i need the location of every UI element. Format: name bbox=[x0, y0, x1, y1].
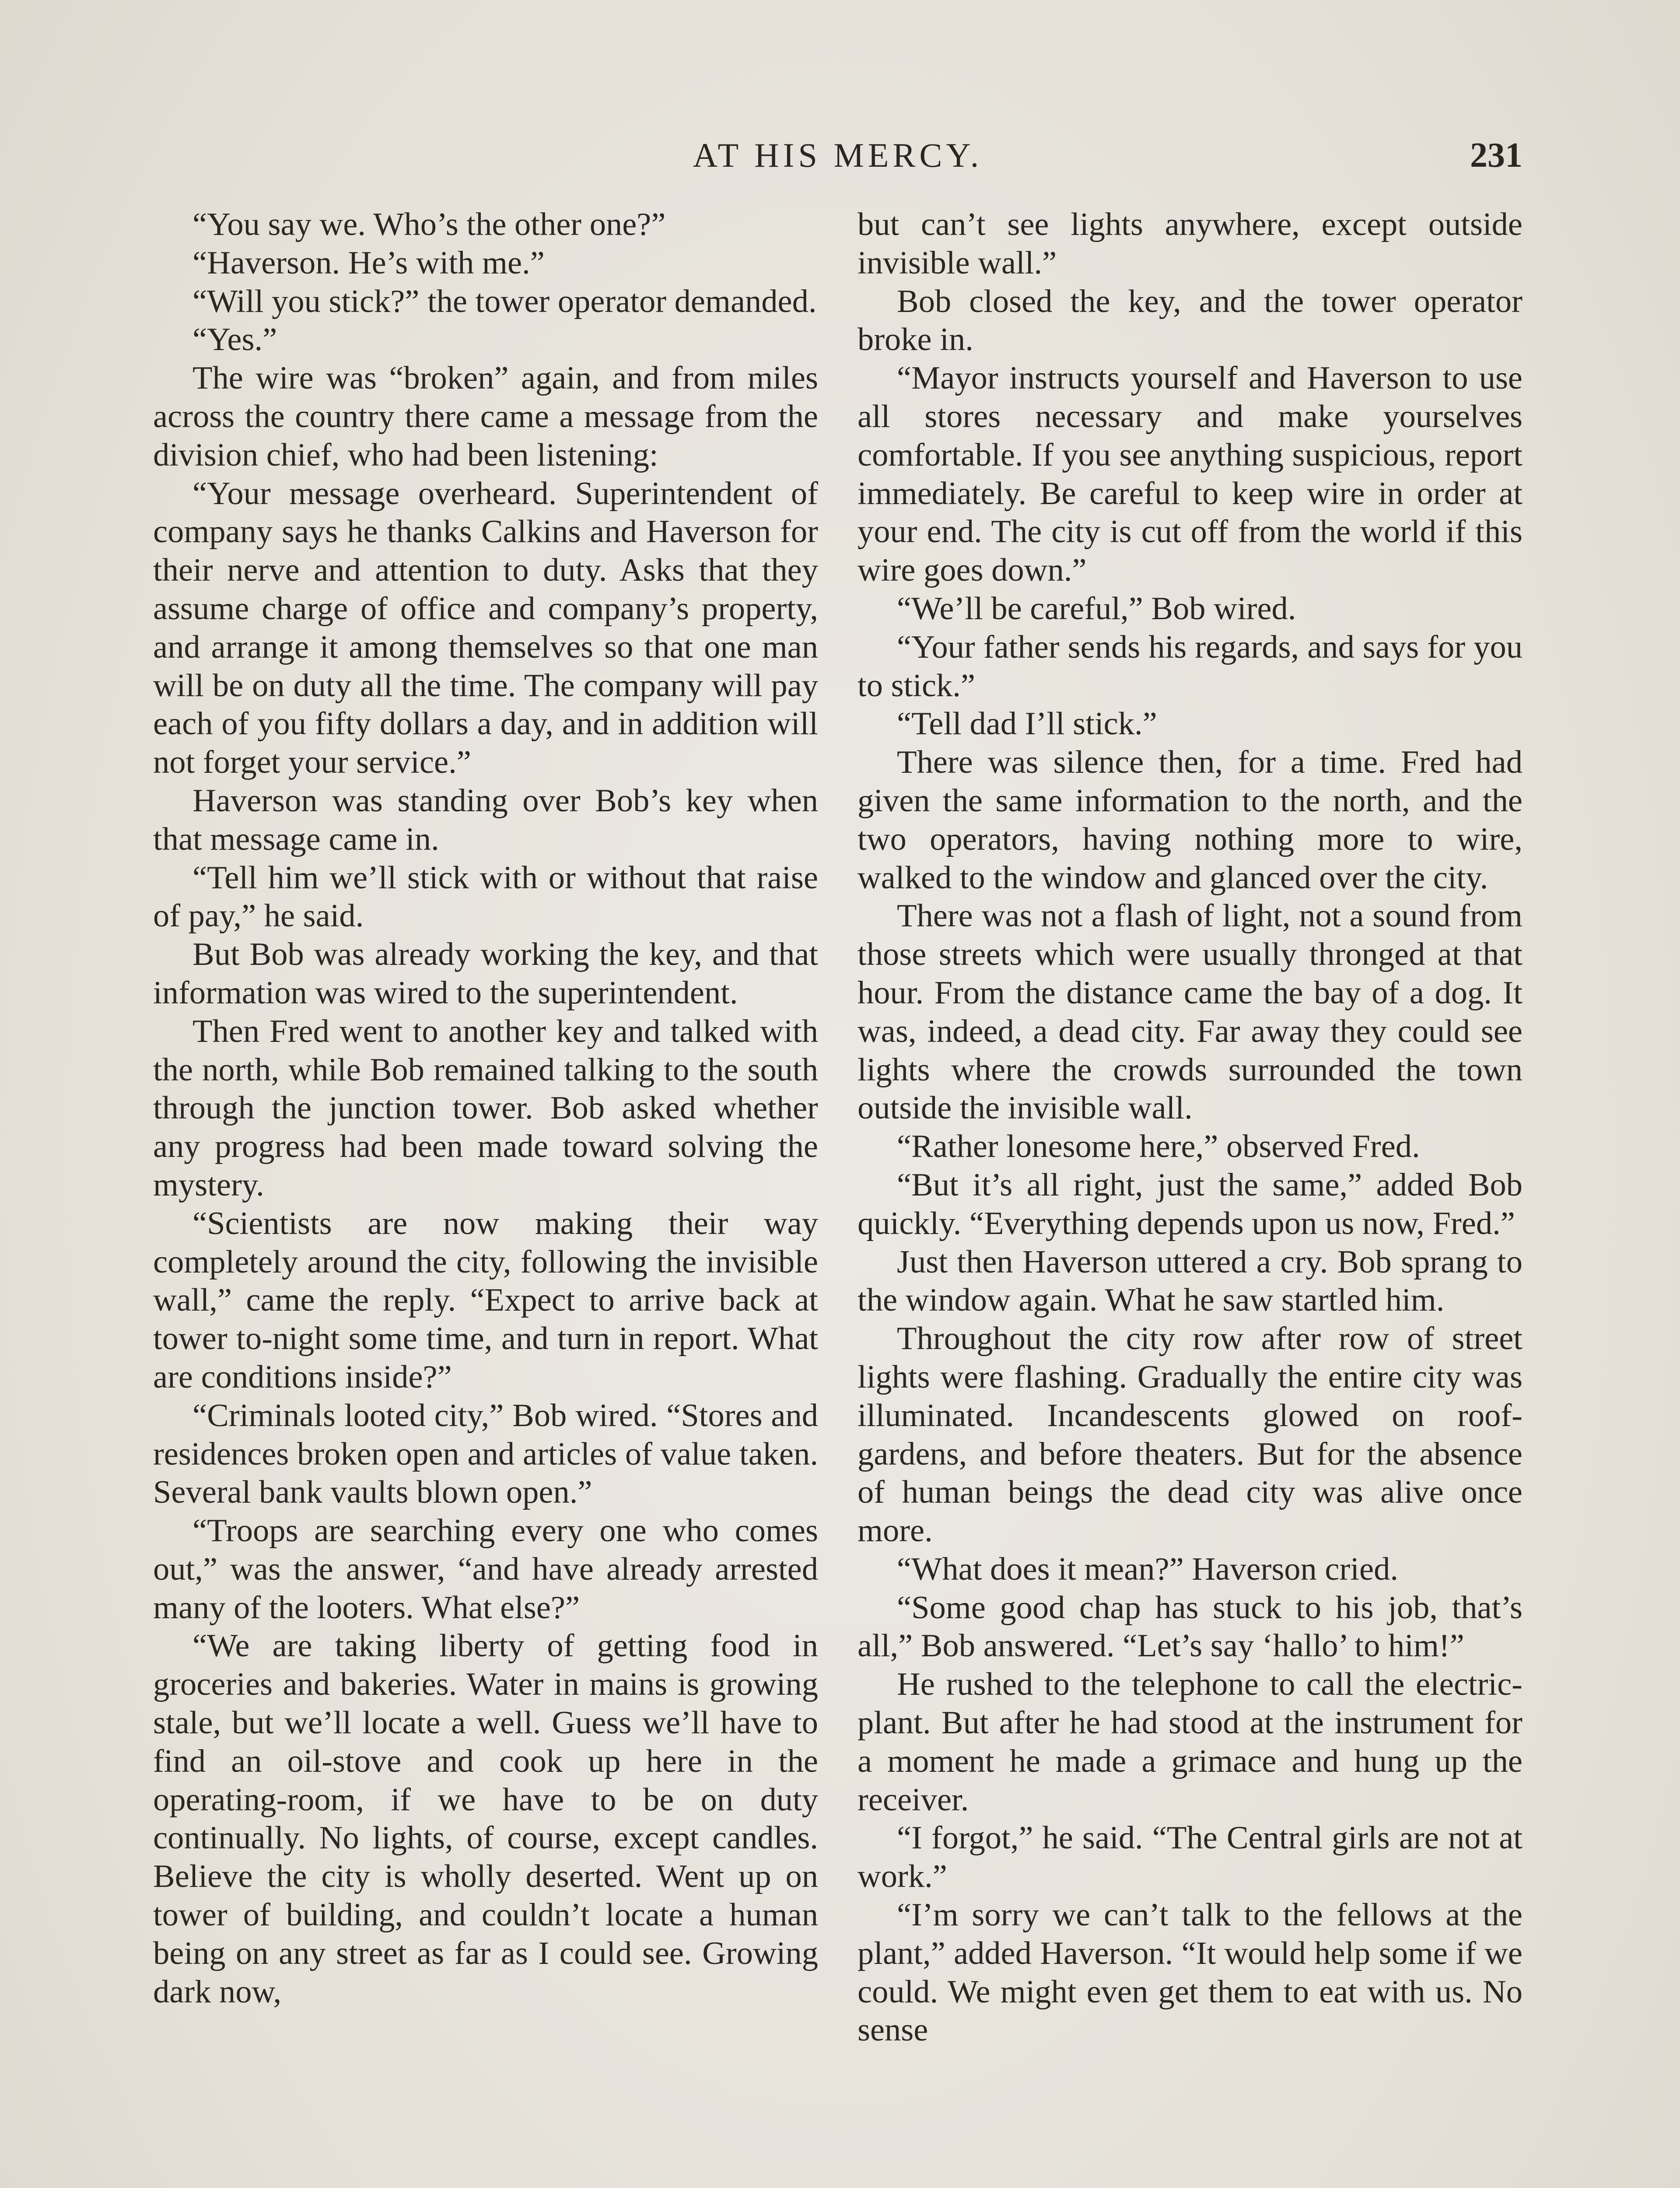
paragraph: “You say we. Who’s the other one?” bbox=[192, 207, 666, 242]
paragraph: “Scientists are now making their way completely around the city, following the invisible wall,” came the reply. “Expect to arrive back at tower to-night some time, and turn in report. What are conditions inside?” bbox=[153, 1205, 818, 1395]
paragraph: “Tell him we’ll stick with or without that raise of pay,” he said. bbox=[153, 859, 818, 934]
paragraph: “Yes.” bbox=[192, 322, 277, 358]
running-head: AT HIS MERCY. bbox=[693, 136, 983, 174]
paragraph: He rushed to the telephone to call the electric-plant. But after he had stood at the instrument for a moment he made a grimace and hung up the receiver. bbox=[858, 1666, 1522, 1818]
paragraph: “Haverson. He’s with me.” bbox=[192, 245, 545, 281]
paragraph: “Troops are searching every one who comes out,” was the answer, “and have already arrested many of the looters. What else?” bbox=[153, 1513, 818, 1626]
paragraph: “I’m sorry we can’t talk to the fellows at the plant,” added Haverson. “It would help some if we could. We might even get them to eat with us. No sense bbox=[858, 1897, 1522, 2048]
paragraph: “We are taking liberty of getting food in groceries and bakeries. Water in mains is growing stale, but we’ll locate a well. Guess we’ll have to find an oil-stove and cook up here in the operating-room, if we have to be on duty continually. No lights, of course, except candles. Believe the city is wholly deserted. Went up on tower of building, and couldn’t locate a human being on any street as far as I could see. Growing dark now, bbox=[153, 1628, 818, 2010]
paragraph: Then Fred went to another key and talked with the north, while Bob remained talking to the south through the junction tower. Bob asked whether any progress had been made toward solving the mystery. bbox=[153, 1013, 818, 1203]
paragraph: “Tell dad I’ll stick.” bbox=[897, 706, 1157, 742]
paragraph: There was silence then, for a time. Fred had given the same information to the north, and the two operators, having nothing more to wire, walked to the window and glanced over the city. bbox=[858, 744, 1522, 896]
paragraph: “What does it mean?” Haverson cried. bbox=[897, 1551, 1398, 1587]
right-text-column bbox=[858, 206, 1522, 2050]
paragraph: “Criminals looted city,” Bob wired. “Stores and residences broken open and articles of value taken. Several bank vaults blown open.” bbox=[153, 1397, 818, 1511]
paragraph: “Rather lonesome here,” observed Fred. bbox=[897, 1129, 1420, 1165]
paragraph: “I forgot,” he said. “The Central girls are not at work.” bbox=[858, 1820, 1522, 1895]
paragraph: Throughout the city row after row of street lights were flashing. Gradually the entire city was illuminated. Incandescents glowed on roof-gardens, and before theaters. But for the absence of human beings the dead city was alive once more. bbox=[858, 1321, 1522, 1549]
left-text-column bbox=[153, 206, 818, 2011]
paragraph: “Will you stick?” the tower operator demanded. bbox=[192, 283, 817, 319]
paragraph: “Your father sends his regards, and says for you to stick.” bbox=[858, 629, 1522, 704]
paragraph: Just then Haverson uttered a cry. Bob sprang to the window again. What he saw startled him. bbox=[858, 1244, 1522, 1318]
paragraph: but can’t see lights anywhere, except outside invisible wall.” bbox=[858, 207, 1522, 281]
page-header bbox=[153, 131, 1522, 179]
paragraph: “Some good chap has stuck to his job, that’s all,” Bob answered. “Let’s say ‘hallo’ to him!” bbox=[858, 1589, 1522, 1664]
paragraph: “We’ll be careful,” Bob wired. bbox=[897, 590, 1296, 627]
paragraph: “But it’s all right, just the same,” added Bob quickly. “Everything depends upon us now, Fred.” bbox=[858, 1167, 1522, 1241]
paragraph: There was not a flash of light, not a sound from those streets which were usually thronged at that hour. From the distance came the bay of a dog. It was, indeed, a dead city. Far away they could see lights where the crowds surrounded the town outside the invisible wall. bbox=[858, 898, 1522, 1126]
paragraph: “Your message overheard. Superintendent of company says he thanks Calkins and Haverson for their nerve and attention to duty. Asks that they assume charge of office and company’s property, and arrange it among themselves so that one man will be on duty all the time. The company will pay each of you fifty dollars a day, and in addition will not forget your service.” bbox=[153, 475, 818, 781]
paragraph: Haverson was standing over Bob’s key when that message came in. bbox=[153, 782, 818, 857]
page-number: 231 bbox=[1470, 136, 1522, 175]
paragraph: But Bob was already working the key, and that information was wired to the superintendent. bbox=[153, 936, 818, 1011]
paragraph: The wire was “broken” again, and from miles across the country there came a message from the division chief, who had been listening: bbox=[153, 360, 818, 473]
paragraph: “Mayor instructs yourself and Haverson to use all stores necessary and make yourselves comfortable. If you see anything suspicious, report immediately. Be careful to keep wire in order at your end. The city is cut off from the world if this wire goes down.” bbox=[858, 360, 1522, 589]
paragraph: Bob closed the key, and the tower operator broke in. bbox=[858, 283, 1522, 358]
